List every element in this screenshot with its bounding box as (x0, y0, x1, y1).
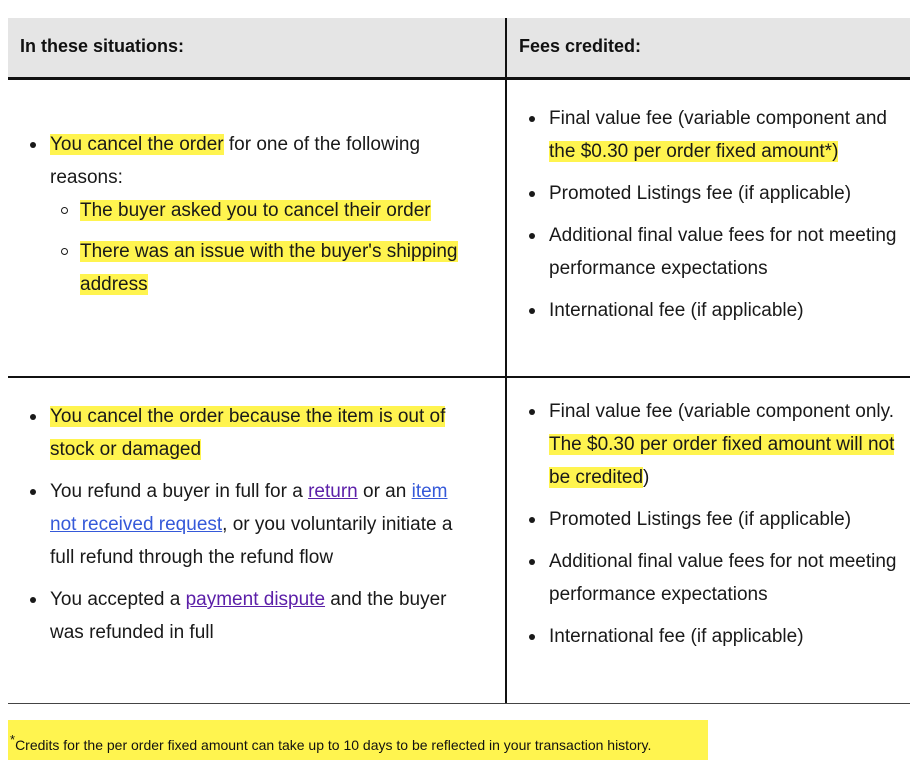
reasons-sublist (50, 194, 468, 301)
column-divider (505, 18, 507, 704)
fees-list (527, 102, 907, 327)
list-item (527, 395, 907, 494)
list-item (527, 294, 907, 327)
list-item-text: Final value fee (variable component only. (549, 401, 895, 422)
list-item (527, 219, 907, 285)
list-item-text: ) (643, 467, 650, 488)
item-not-received-request-link[interactable]: item not received request (50, 481, 448, 535)
list-item-text: International fee (if applicable) (549, 626, 804, 647)
row-divider (8, 376, 910, 378)
list-item-text: and the buyer was refunded in full (50, 589, 447, 643)
list-item-text: International fee (if applicable) (549, 300, 804, 321)
list-item (28, 400, 468, 466)
list-item (28, 475, 468, 574)
footnote-marker: * (10, 732, 16, 747)
header-situations: In these situations: (20, 36, 185, 56)
list-item (28, 128, 468, 301)
highlighted-text: There was an issue with the buyer's shipping address (80, 241, 458, 295)
header-fees-credited: Fees credited: (519, 36, 642, 56)
list-item-text: You accepted a (50, 589, 186, 610)
list-item-text: Promoted Listings fee (if applicable) (549, 509, 852, 530)
list-item (527, 503, 907, 536)
footnote-text: Credits for the per order fixed amount can take up to 10 days to be reflected in your transaction history. (15, 737, 652, 753)
list-item (28, 583, 468, 649)
list-item-text: for one of the following reasons: (50, 134, 421, 188)
sublist-item (50, 235, 468, 301)
highlighted-text: The buyer asked you to cancel their order (80, 200, 431, 221)
table-bottom-border (8, 703, 910, 704)
list-item-text: You refund a buyer in full for a (50, 481, 309, 502)
highlighted-text: You cancel the order because the item is out of stock or damaged (50, 406, 446, 460)
highlighted-text: The $0.30 per order fixed amount will not be credited (549, 434, 895, 488)
fees-list (527, 395, 907, 653)
list-item (527, 545, 907, 611)
situations-list (28, 400, 468, 649)
list-item-text: Additional final value fees for not meeting performance expectations (549, 551, 897, 605)
payment-dispute-link[interactable]: payment dispute (185, 589, 326, 610)
sublist-item (50, 194, 468, 227)
fees-credit-table (8, 18, 910, 704)
list-item (527, 102, 907, 168)
list-item-text: or an (357, 481, 412, 502)
row2-fees-cell (527, 395, 907, 662)
return-link[interactable]: return (308, 481, 358, 502)
highlighted-text: the $0.30 per order fixed amount*) (549, 141, 839, 162)
footnote (8, 720, 708, 760)
situations-list (28, 128, 468, 301)
list-item-text: Final value fee (variable component and (549, 108, 887, 129)
row2-situations-cell (28, 400, 468, 658)
row1-fees-cell (527, 102, 907, 336)
list-item-text: Promoted Listings fee (if applicable) (549, 183, 852, 204)
highlighted-text: You cancel the order (50, 134, 224, 155)
list-item (527, 620, 907, 653)
list-item (527, 177, 907, 210)
list-item-text: Additional final value fees for not meeting performance expectations (549, 225, 897, 279)
list-item-text: , or you voluntarily initiate a full refund through the refund flow (50, 514, 453, 568)
table-header-row (8, 18, 910, 80)
row1-situations-cell (28, 128, 468, 310)
